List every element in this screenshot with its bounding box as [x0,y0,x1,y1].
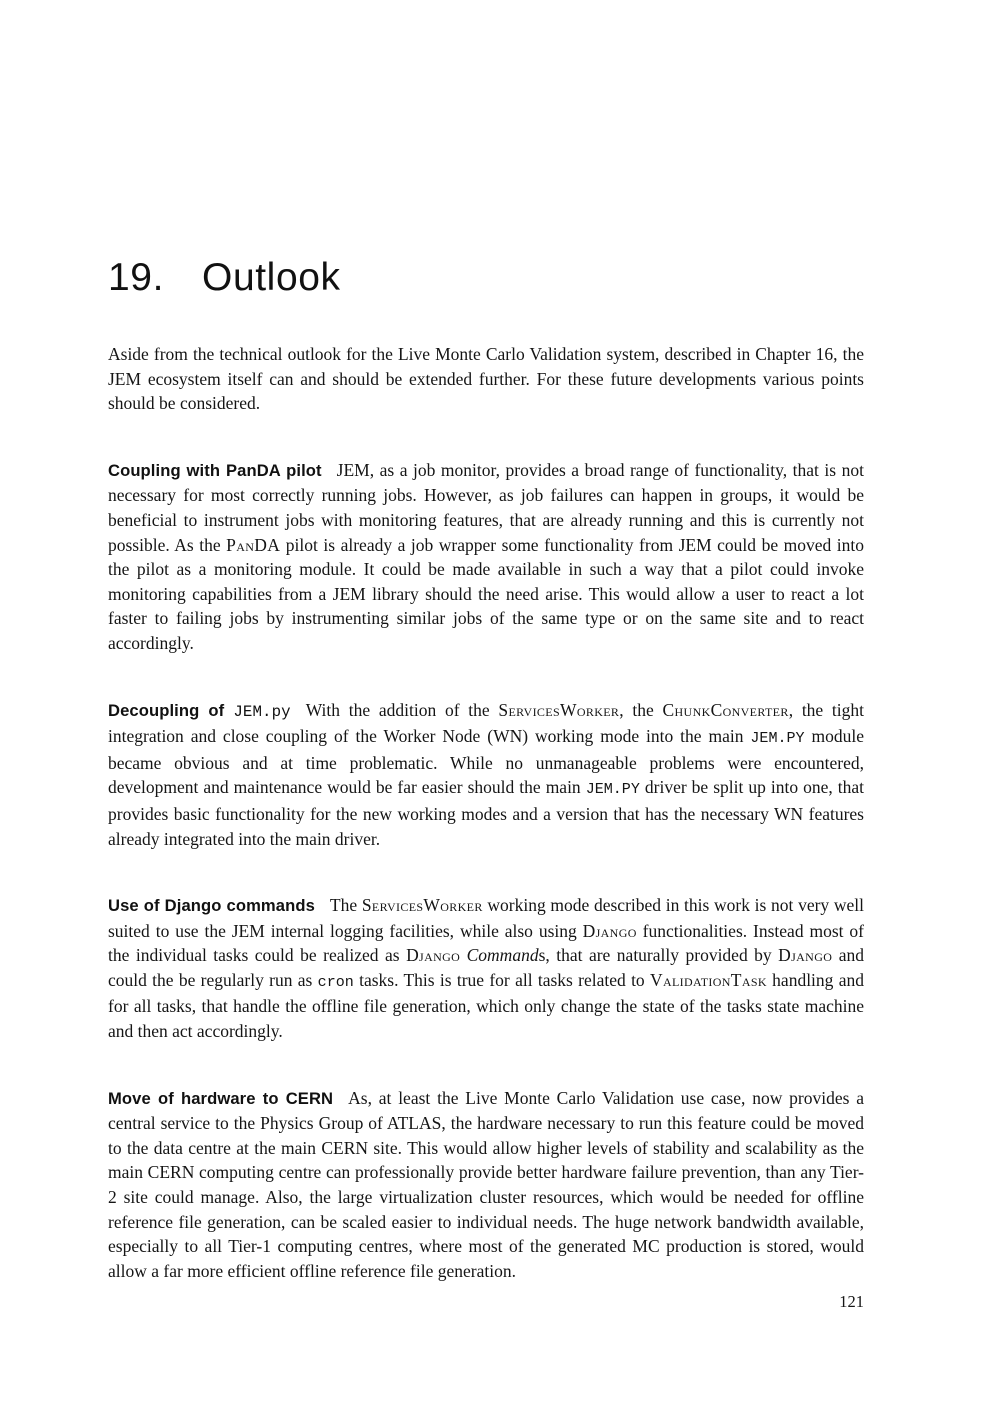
intro-paragraph [108,342,864,416]
text-segment: driver be split up into one, that provides basic functionality for the new working modes and a version that has the necessary WN features already integrated into the main driver. [108,777,864,849]
text-segment: , the [619,699,663,720]
text-segment: cron [317,972,354,991]
text-segment: Decoupling of [108,700,234,720]
text-segment: tasks. This is true for all tasks related to [353,969,650,990]
chapter-number: 19. [108,256,165,299]
section-paragraph-decoupling-of-jem-py [108,698,864,852]
text-segment: Django [582,920,637,941]
section-heading-decoupling-of-jem-py [108,701,306,720]
text-segment: working mode described in this work is not very well suited to use the JEM internal logging facilities, while also using [108,895,864,941]
text-segment: ServicesWorker [361,895,483,916]
section-paragraph-coupling-with-panda-pilot [108,458,864,656]
section-body [108,700,864,849]
text-segment: Move of hardware to CERN [108,1088,334,1108]
text-segment: JEM, as a job monitor, provides a broad range of functionality, that is not necessary for most correctly running jobs. However, as job failures can happen in groups, it would be beneficial to instrument jobs with monitoring features, that are already running and this is currently not possible. As the [108,459,864,555]
section-body [108,895,864,1041]
section-paragraph-use-of-django-commands [108,893,864,1044]
text-segment: Coupling with PanDA pilot [108,460,322,480]
text-segment: handling and for all tasks, that handle the offline file generation, which only change the state of the tasks state machine and then act accordingly. [108,969,864,1042]
text-segment: Django [778,945,833,966]
text-segment: , the tight integration and close coupling of the Worker Node (WN) working mode into the main [108,699,865,747]
chapter-heading [108,256,864,300]
text-segment: and could the be regularly run as [108,945,864,990]
text-segment: s, that are naturally provided by [538,945,779,966]
section-paragraph-move-of-hardware-to-cern [108,1086,864,1284]
section-heading-coupling-with-panda-pilot [108,461,337,480]
section-body [108,1088,864,1281]
text-segment: Command [466,945,539,966]
text-segment: ServicesWorker [498,699,620,720]
page-number: 121 [839,1292,864,1311]
text-segment: JEM.PY [585,780,640,799]
text-segment: ChunkConverter [662,699,789,720]
text-segment: Use of Django commands [108,896,315,916]
text-segment: Aside from the technical outlook for the Live Monte Carlo Validation system, described in Chapter 16, the JEM ecosystem itself can and should be extended further. For these future developments various points should be considered. [108,344,864,414]
text-segment: JEM.py [233,702,291,721]
text-segment: functionalities. Instead most of the individual tasks could be realized as [108,920,864,966]
text-segment: ValidationTask [649,969,767,990]
text-segment: module became obvious and at time problematic. While no unmanageable problems were encountered, development and maintenance would be far easier should the main [108,726,864,798]
section-heading-move-of-hardware-to-cern [108,1089,348,1108]
text-segment: PanDA [226,534,281,555]
chapter-title: Outlook [202,256,341,299]
section-body [108,460,864,653]
text-segment: pilot is already a job wrapper some functionality from JEM could be moved into the pilot as a monitoring module. It could be made available in such a way that a pilot could invoke monitoring capabilities from a JEM library should the need arise. This would allow a user to react a lot faster to failing jobs by instrumenting similar jobs of the same type or on the same site and to react accordingly. [108,534,864,653]
text-segment: As, at least the Live Monte Carlo Validation use case, now provides a central service to the Physics Group of ATLAS, the hardware necessary to run this feature could be moved to the data centre at the main CERN site. This would allow higher levels of stability and scalability as the main CERN computing centre can professionally provide better hardware failure prevention, than any Tier-2 site could manage. Also, the large virtualization cluster resources, which would be needed for offline reference file generation, can be scaled easier to individual needs. The huge network bandwidth available, especially to all Tier-1 computing centres, where most of the generated MC production is stored, would allow a far more efficient offline reference file generation. [108,1087,864,1281]
text-segment: JEM.PY [750,729,805,748]
section-heading-use-of-django-commands [108,896,330,915]
text-segment: Django [406,945,461,966]
text-segment: With the addition of the [305,699,499,720]
text-segment: The [329,895,362,916]
